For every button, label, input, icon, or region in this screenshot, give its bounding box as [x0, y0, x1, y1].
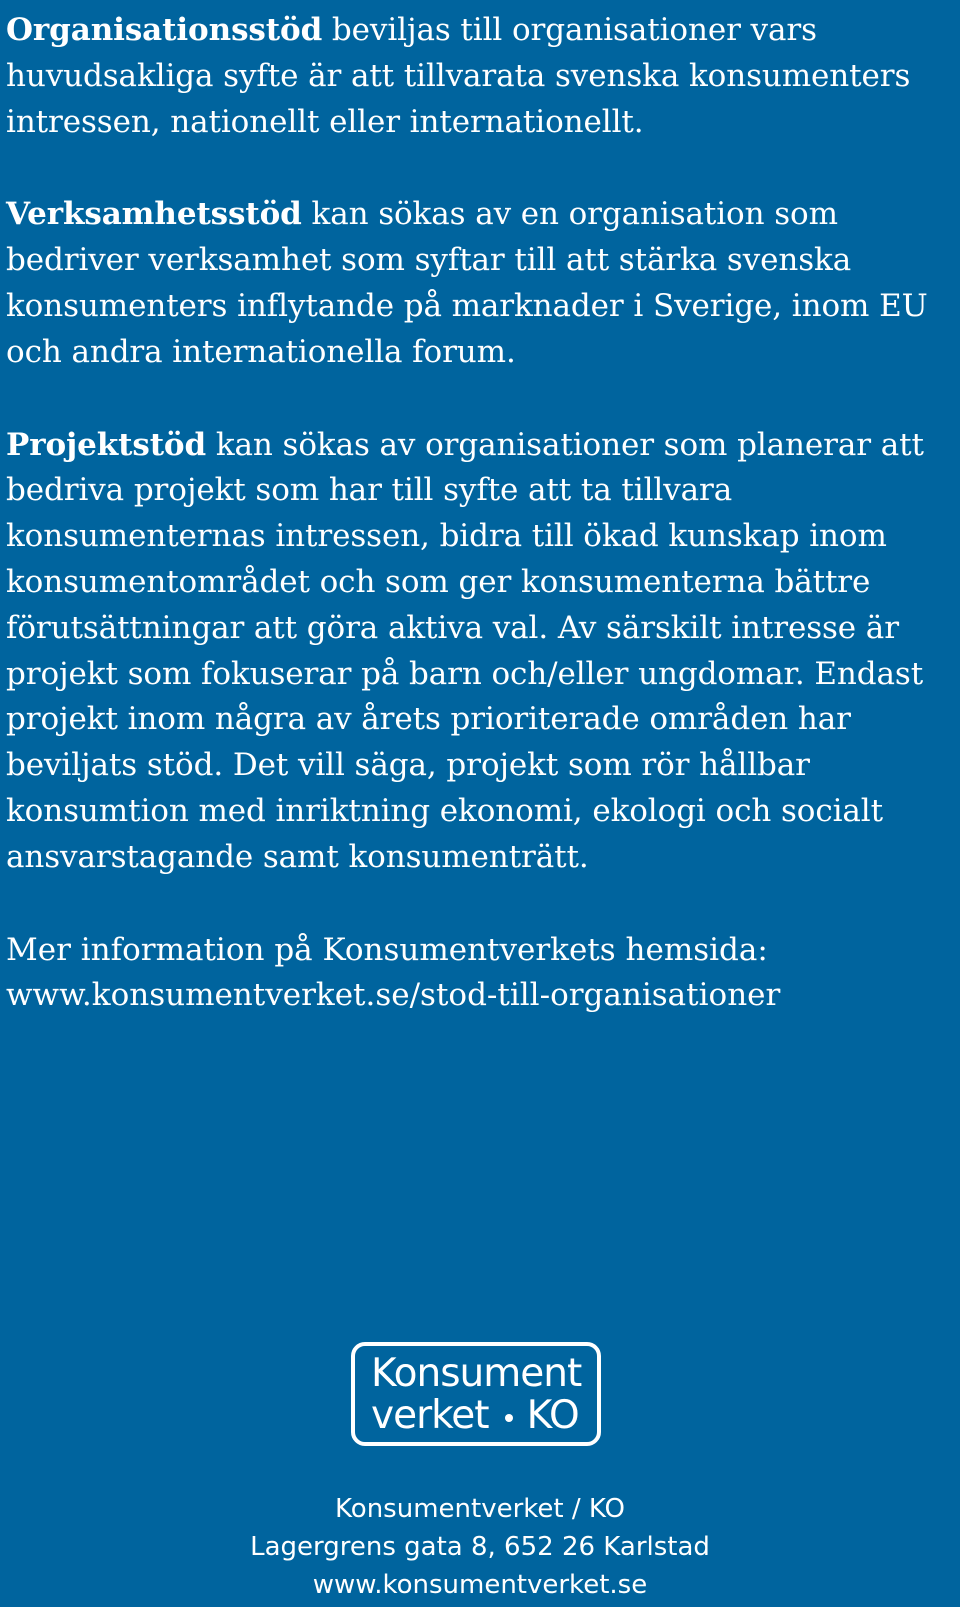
paragraph-heading: Verksamhetsstöd	[6, 196, 302, 233]
footer-address	[0, 1490, 960, 1604]
paragraph-organisationsstod	[6, 8, 946, 145]
konsumentverket-logo	[351, 1342, 601, 1446]
logo-text-ko: KO	[526, 1393, 579, 1438]
footer-street: Lagergrens gata 8, 652 26 Karlstad	[250, 1532, 710, 1562]
paragraph-text: beviljas till organisationer vars huvudsakliga syfte är att tillvarata svenska konsumenters intressen, nationellt eller internationellt.	[6, 12, 911, 140]
logo-text-verket-ko	[371, 1394, 579, 1438]
footer-website[interactable]: www.konsumentverket.se	[312, 1570, 648, 1600]
more-info	[6, 928, 946, 1020]
paragraph-heading: Projektstöd	[6, 426, 207, 463]
logo-dot-icon	[505, 1414, 513, 1422]
more-info-link[interactable]: www.konsumentverket.se/stod-till-organisationer	[6, 977, 781, 1014]
paragraph-text: kan sökas av organisationer som planerar att bedriva projekt som har till syfte att ta tillvara konsumenternas intressen, bidra till ökad kunskap inom konsumentområdet och som ger konsumenterna bättre förutsättningar att göra aktiva val. Av särskilt intresse är projekt som fokuserar på barn och/eller ungdomar. Endast projekt inom några av årets prioriterade områden har beviljats stöd. Det vill säga, projekt som rör hållbar konsumtion med inriktning ekonomi, ekologi och socialt ansvarstagande samt konsumenträtt.	[6, 426, 924, 875]
paragraph-text: kan sökas av en organisation som bedriver verksamhet som syftar till att stärka svenska konsumenters inflytande på marknader i Sverige, inom EU och andra internationella forum.	[6, 196, 928, 370]
footer-org: Konsumentverket / KO	[335, 1494, 625, 1524]
logo-text-verket: verket	[371, 1393, 489, 1438]
paragraph-projektstod	[6, 423, 946, 881]
main-content	[6, 8, 946, 1019]
more-info-label: Mer information på Konsumentverkets hemsida:	[6, 931, 768, 968]
logo-text-konsument: Konsument	[371, 1351, 582, 1396]
paragraph-heading: Organisationsstöd	[6, 12, 323, 48]
paragraph-verksamhetsstod	[6, 192, 946, 375]
